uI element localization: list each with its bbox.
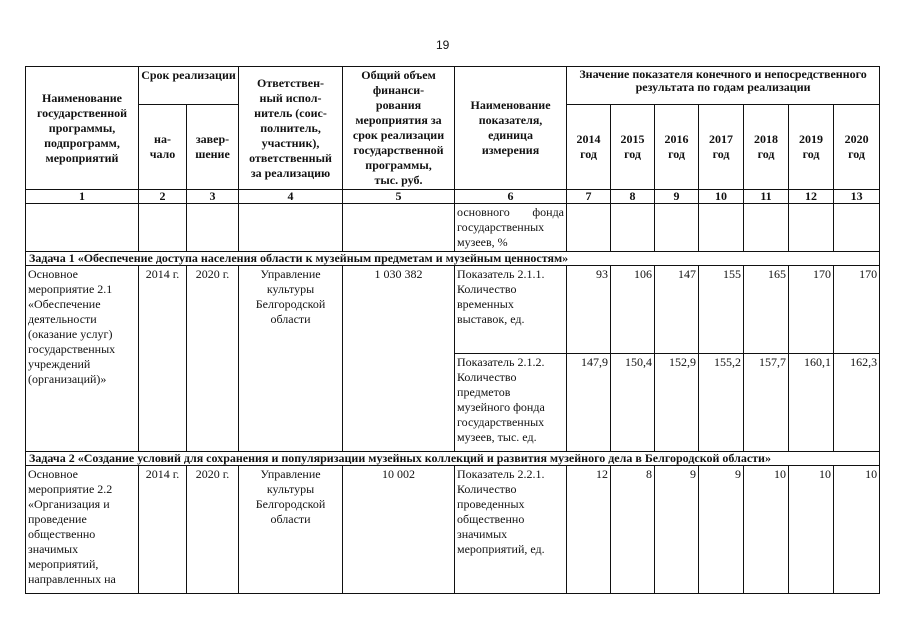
indicator-value: 155,2 [699,354,744,452]
indicator-value: 8 [611,466,655,594]
column-number: 11 [744,190,789,204]
continuation-indicator: основного фонда государственных музеев, % [455,204,567,252]
column-number: 13 [834,190,880,204]
task-1-row [26,252,880,266]
indicator-value: 170 [834,266,880,354]
column-number: 7 [567,190,611,204]
activity-2-2-start: 2014 г. [139,466,187,594]
header-indicator-name: Наименование показателя, единица измерения [455,67,567,190]
header-row-1 [26,67,880,105]
column-number: 10 [699,190,744,204]
header-year-2019: 2019 год [789,105,834,190]
activity-2-2-funding: 10 002 [343,466,455,594]
column-number-row [26,190,880,204]
indicator-value: 9 [699,466,744,594]
indicator-2-1-2-name: Показатель 2.1.2. Количество предметов музейного фонда государственных музеев, тыс. ед. [455,354,567,452]
header-year-2018: 2018 год [744,105,789,190]
activity-2-1-end: 2020 г. [187,266,239,452]
header-values: Значение показателя конечного и непосредственного результата по годам реализации [567,67,880,105]
activity-2-1-start: 2014 г. [139,266,187,452]
header-responsible: Ответствен- ный испол- нитель (соис- полнитель, участник), ответственный за реализацию [239,67,343,190]
header-year-2014: 2014 год [567,105,611,190]
task-1-title: Задача 1 «Обеспечение доступа населения области к музейным предметам и музейным ценностям» [26,252,880,266]
indicator-value: 152,9 [655,354,699,452]
header-year-2020: 2020 год [834,105,880,190]
indicator-value: 150,4 [611,354,655,452]
column-number: 8 [611,190,655,204]
table-row [26,466,880,594]
column-number: 1 [26,190,139,204]
indicator-value: 162,3 [834,354,880,452]
header-year-2015: 2015 год [611,105,655,190]
header-funding: Общий объем финанси- рования мероприятия за срок реализации государственной программы, тыс. руб. [343,67,455,190]
column-number: 4 [239,190,343,204]
indicator-value: 165 [744,266,789,354]
header-year-2017: 2017 год [699,105,744,190]
activity-2-2-responsible: Управление культуры Белгородской области [239,466,343,594]
indicator-value: 10 [834,466,880,594]
task-2-row [26,452,880,466]
continuation-row [26,204,880,252]
indicator-value: 12 [567,466,611,594]
header-end: завер- шение [187,105,239,190]
header-start: на- чало [139,105,187,190]
task-2-title: Задача 2 «Создание условий для сохранения и популяризации музейных коллекций и развития музейного дела в Белгородской области» [26,452,880,466]
column-number: 6 [455,190,567,204]
column-number: 9 [655,190,699,204]
column-number: 12 [789,190,834,204]
table-row [26,266,880,354]
activity-2-2-end: 2020 г. [187,466,239,594]
indicator-value: 10 [789,466,834,594]
indicator-value: 170 [789,266,834,354]
activity-2-1-name: Основное мероприятие 2.1 «Обеспечение деятельности (оказание услуг) государственных учреждений (организаций)» [26,266,139,452]
indicator-value: 10 [744,466,789,594]
column-number: 3 [187,190,239,204]
activity-2-1-responsible: Управление культуры Белгородской области [239,266,343,452]
activity-2-2-name: Основное мероприятие 2.2 «Организация и проведение общественно значимых мероприятий, направленных на [26,466,139,594]
column-number: 2 [139,190,187,204]
indicator-2-2-1-name: Показатель 2.2.1. Количество проведенных общественно значимых мероприятий, ед. [455,466,567,594]
indicator-value: 157,7 [744,354,789,452]
indicator-2-1-1-name: Показатель 2.1.1. Количество временных выставок, ед. [455,266,567,354]
activity-2-1-funding: 1 030 382 [343,266,455,452]
indicator-value: 106 [611,266,655,354]
indicator-value: 155 [699,266,744,354]
page-number: 19 [436,38,450,52]
indicator-value: 9 [655,466,699,594]
column-number: 5 [343,190,455,204]
program-table [25,66,880,594]
header-term: Срок реализации [139,67,239,105]
indicator-value: 147,9 [567,354,611,452]
header-year-2016: 2016 год [655,105,699,190]
indicator-value: 147 [655,266,699,354]
indicator-value: 93 [567,266,611,354]
indicator-value: 160,1 [789,354,834,452]
header-program-name: Наименование государственной программы, подпрограмм, мероприятий [26,67,139,190]
